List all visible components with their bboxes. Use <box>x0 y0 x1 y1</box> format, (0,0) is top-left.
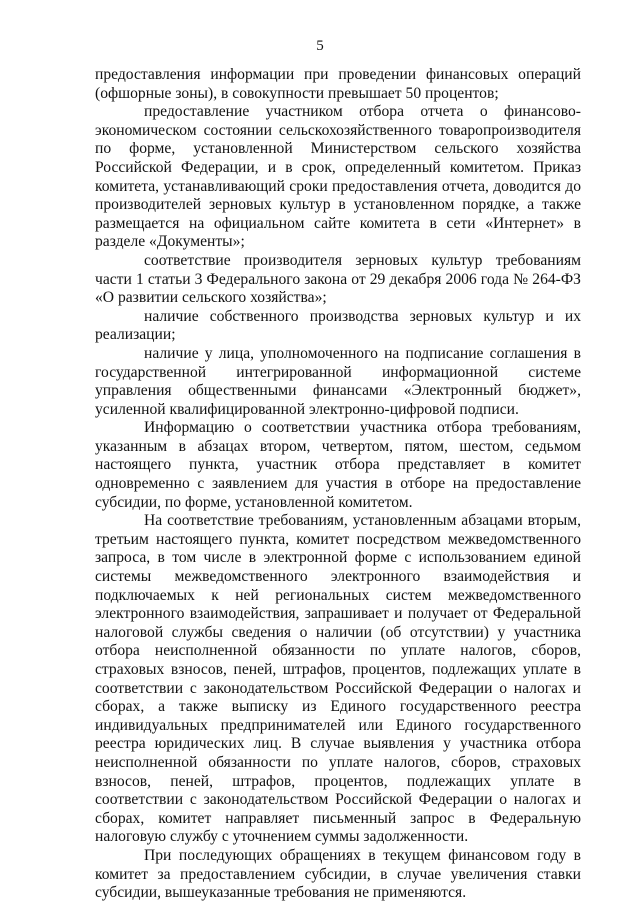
paragraph-subsequent-requests: При последующих обращениях в текущем финансовом году в комитет за предоставлением субсидии, в случае увеличения ставки субсидии, вышеуказанные требования не применяются. <box>95 846 581 902</box>
paragraph-federal-law-compliance: соответствие производителя зерновых культур требованиям части 1 статьи 3 Федерального закона от 29 декабря 2006 года № 264-ФЗ «О развитии сельского хозяйства»; <box>95 251 581 307</box>
paragraph-offshore-continuation: предоставления информации при проведении финансовых операций (офшорные зоны), в совокупности превышает 50 процентов; <box>95 66 581 102</box>
paragraph-compliance-information: Информацию о соответствии участника отбора требованиям, указанным в абзацах втором, четвертом, пятом, шестом, седьмом настоящего пункта, участник отбора представляет в комитет одновременно с заявлением для участия в отборе на предоставление субсидии, по форме, установленной комитетом. <box>95 419 581 511</box>
document-body <box>95 66 581 903</box>
paragraph-interagency-request: На соответствие требованиям, установленным абзацами вторым, третьим настоящего пункта, комитет посредством межведомственного запроса, в том числе в электронной форме с использованием единой системы межведомственного электронного взаимодействия и подключаемых к ней региональных систем межведомственного электронного взаимодействия, запрашивает и получает от Федеральной налоговой службы сведения о наличии (об отсутствии) у участника отбора неисполненной обязанности по уплате налогов, сборов, страховых взносов, пеней, штрафов, процентов, подлежащих уплате в соответствии с законодательством Российской Федерации о налогах и сборах, а также выписку из Единого государственного реестра индивидуальных предпринимателей или Единого государственного реестра юридических лиц. В случае выявления у участника отбора неисполненной обязанности по уплате налогов, сборов, страховых взносов, пеней, штрафов, процентов, подлежащих уплате в соответствии с законодательством Российской Федерации о налогах и сборах, комитет направляет письменный запрос в Федеральную налоговую службу с уточнением суммы задолженности. <box>95 512 581 846</box>
paragraph-digital-signature: наличие у лица, уполномоченного на подписание соглашения в государственной интегрированной информационной системе управления общественными финансами «Электронный бюджет», усиленной квалифицированной электронно-цифровой подписи. <box>95 344 581 418</box>
paragraph-financial-report: предоставление участником отбора отчета о финансово-экономическом состоянии сельскохозяйственного товаропроизводителя по форме, установленной Министерством сельского хозяйства Российской Федерации, и в срок, определенный комитетом. Приказ комитета, устанавливающий сроки предоставления отчета, доводится до производителей зерновых культур в установленном порядке, а также размещается на официальном сайте комитета в сети «Интернет» в разделе «Документы»; <box>95 103 581 251</box>
page-number: 5 <box>316 38 324 54</box>
paragraph-own-production: наличие собственного производства зерновых культур и их реализации; <box>95 307 581 344</box>
